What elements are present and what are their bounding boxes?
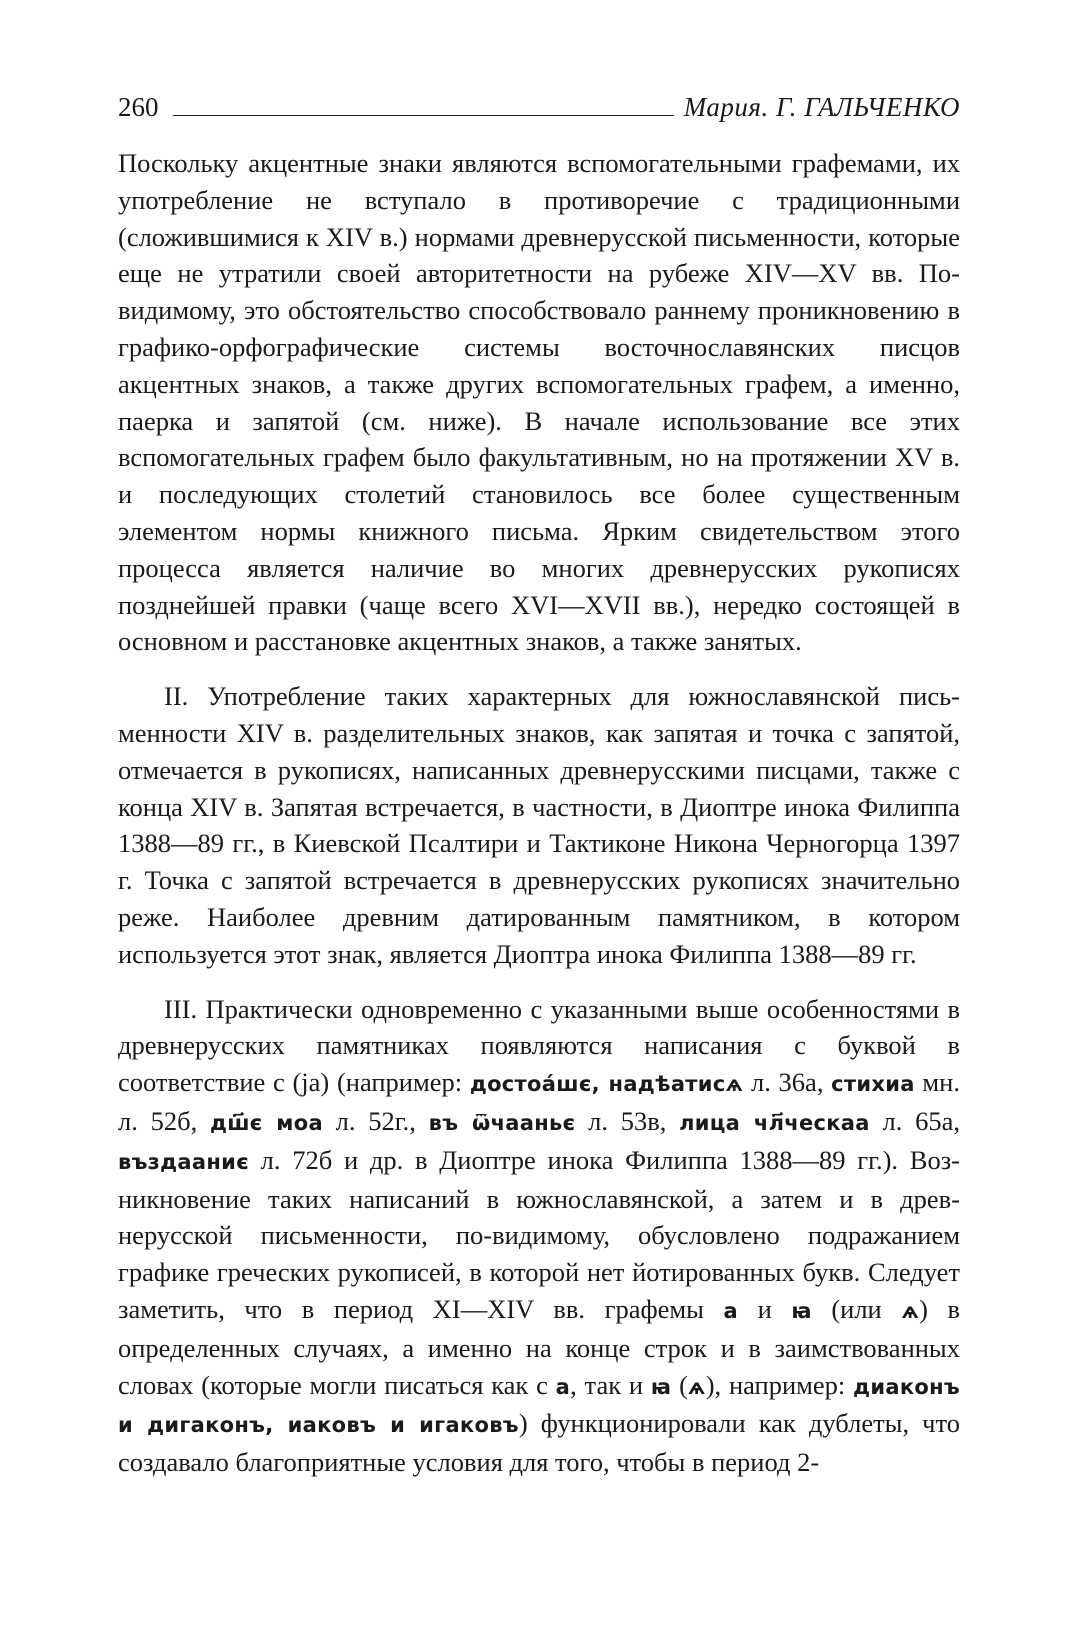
slavonic-example: въздааниє bbox=[118, 1149, 249, 1174]
running-head-author: Мария. Г. ГАЛЬЧЕНКО bbox=[683, 92, 960, 122]
slavonic-letter: ѧ bbox=[687, 1374, 706, 1399]
slavonic-letter: ꙗ bbox=[791, 1298, 812, 1323]
slavonic-example: лица чл҃ческаа bbox=[679, 1110, 870, 1135]
text-run: мн. л. 52б, bbox=[118, 1067, 960, 1136]
slavonic-example: диаконъ и дигаконъ, иаковъ и игаковъ bbox=[118, 1374, 960, 1438]
slavonic-example: въ ѿчааньє bbox=[428, 1110, 576, 1135]
header-rule bbox=[173, 115, 674, 116]
text-run: ) функционировали как дублеты, что создавало благоприятные условия для того, чтобы в период 2- bbox=[118, 1408, 960, 1478]
text-run: л. 53в, bbox=[575, 1105, 680, 1136]
slavonic-example: дш҃є моа bbox=[209, 1110, 323, 1135]
text-run: л. 65а, bbox=[869, 1105, 960, 1136]
paragraph-3 bbox=[118, 991, 960, 1481]
running-head bbox=[118, 92, 960, 123]
page-number: 260 bbox=[118, 92, 159, 122]
page bbox=[118, 92, 960, 1481]
text-run: ( bbox=[671, 1369, 688, 1400]
slavonic-letter: ѧ bbox=[901, 1298, 920, 1323]
text-run: ), например: bbox=[705, 1369, 854, 1400]
paragraph-1: Поскольку акцентные знаки являются вспомогательными графемами, их употребление не вступало в противоречие с традиционными (сложившимися к XIV в.) нормами древнерусской письменности, которые еще не утратили своей авторитетности на рубеже XIV—XV вв. По-видимому, это обстоятельство способствовало раннему проникновению в графико-орфографические системы восточнославянских писцов акцентных знаков, а также других вспомогательных графем, а именно, паерка и запятой (см. ниже). В начале использование все этих вспомогательных графем было факультативным, но на протяжении XV в. и последующих столетий становилось все более существенным элементом нормы книжного письма. Ярким свидетельством этого процесса является наличие во многих древнерусских рукописях позднейшей правки (чаще всего XVI—XVII вв.), нередко состоящей в основном и расстановке акцентных знаков, а также занятых. bbox=[118, 148, 960, 657]
text-run: л. 72б и др. в Диоптре инока Филиппа 1388—89 гг.). Возникновение таких написаний в южнославянской, а затем и в древнерусской письменности, по-видимому, обусловлено подражанием графике греческих рукописей, в которой нет йотированных букв. Следует заметить, что в период XI—XIV вв. графемы bbox=[118, 1144, 960, 1324]
text-run: (или bbox=[811, 1293, 902, 1324]
text-run: , так и bbox=[570, 1369, 651, 1400]
slavonic-example: достоа́шє, надѣатисѧ bbox=[469, 1072, 744, 1097]
text-run: л. 36а, bbox=[743, 1067, 832, 1098]
slavonic-letter: ꙗ bbox=[650, 1374, 672, 1399]
text-run: ) в определенных случаях, а именно на конце строк и в заимствованных словах (которые могли писаться как с bbox=[118, 1293, 960, 1400]
text-run: л. 52г., bbox=[322, 1105, 429, 1136]
slavonic-example: стихиа bbox=[831, 1072, 915, 1097]
text-run: и bbox=[738, 1293, 792, 1324]
text-run: III. Практически одновременно с указанными выше особенностями в древнерусских памятниках появляются написания с буквой в соответствие с (ja) (например: bbox=[118, 993, 960, 1098]
slavonic-letter: а bbox=[555, 1374, 571, 1399]
body-text bbox=[118, 145, 960, 1481]
paragraph-2: II. Употребление таких характерных для южнославянской письменности XIV в. разделительных знаков, как запятая и точка с запятой, отмечается в рукописях, написанных древнерусскими писцами, также с конца XIV в. Запятая встречается, в частности, в Диоптре инока Филиппа 1388—89 гг., в Киевской Псалтири и Тактиконе Никона Черногорца 1397 г. Точка с запятой встречается в древнерусских рукописях значительно реже. Наиболее древним датированным памятником, в котором используется этот знак, является Диоптра инока Филиппа 1388—89 гг. bbox=[118, 681, 960, 969]
slavonic-letter: а bbox=[723, 1298, 739, 1323]
